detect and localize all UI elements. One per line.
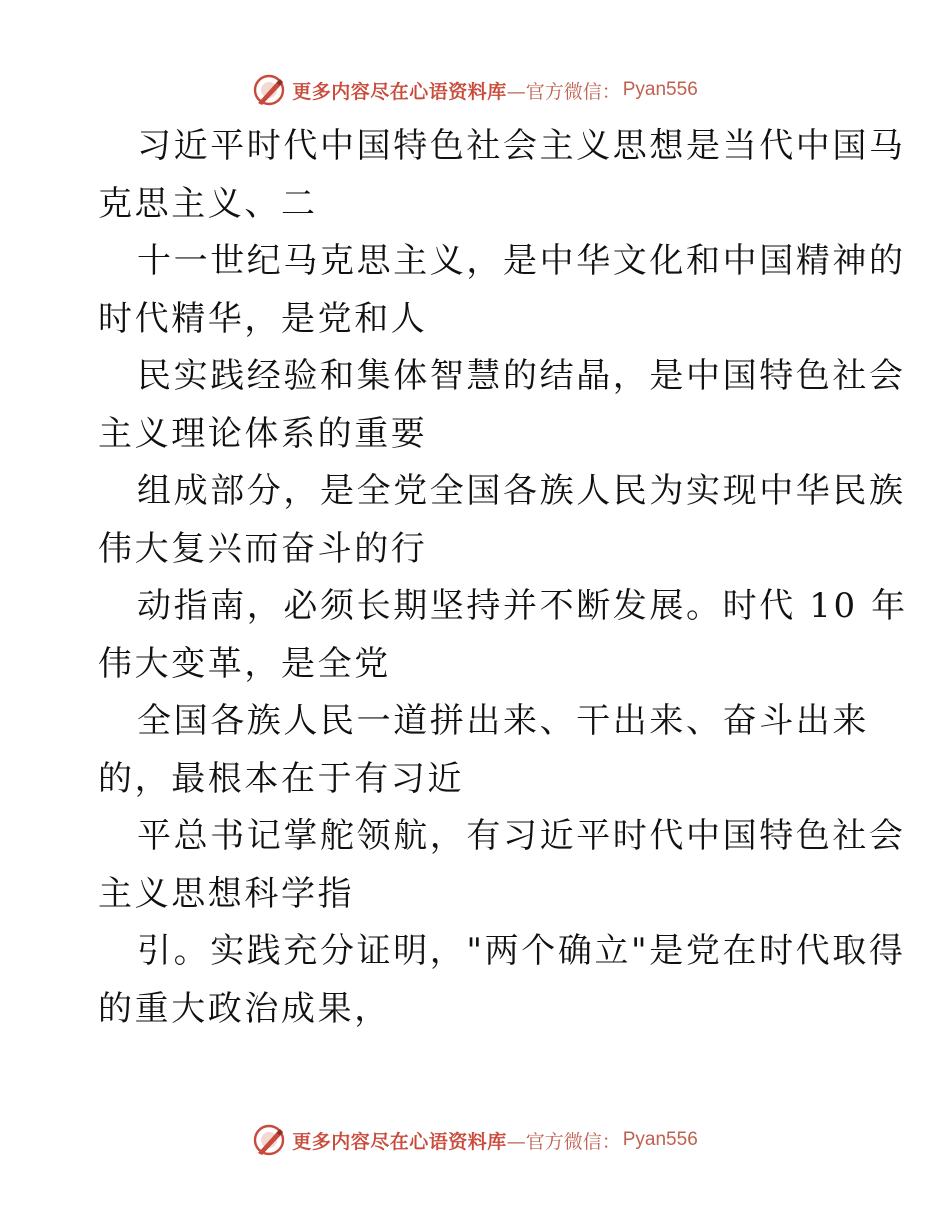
banner-sub-text: —官方微信：: [506, 1130, 621, 1153]
paragraph-line: 主义理论体系的重要: [98, 413, 428, 454]
paragraph-line: 克思主义、二: [98, 183, 318, 224]
paragraph-line: 十一世纪马克思主义，是中华文化和中国精神的: [137, 241, 906, 281]
paragraph-line: 主义思想科学指: [98, 873, 355, 914]
paragraph: [98, 808, 906, 923]
paragraph-line: 伟大变革，是全党: [98, 643, 391, 684]
paragraph-line: 伟大复兴而奋斗的行: [98, 528, 428, 569]
banner-sub-text: —官方微信：: [506, 80, 621, 103]
paragraph-line: 全国各族人民一道拼出来、干出来、奋斗出来: [137, 701, 869, 741]
paragraph-line: 习近平时代中国特色社会主义思想是当代中国马: [137, 126, 906, 166]
paragraph-line: 的，最根本在于有习近: [98, 758, 464, 799]
pen-logo-icon: [252, 73, 286, 107]
banner-wechat-id: Pyan556: [622, 1129, 698, 1150]
paragraph: [98, 693, 869, 808]
paragraph-line: 时代精华，是党和人: [98, 298, 428, 339]
paragraph-line: 平总书记掌舵领航，有习近平时代中国特色社会: [137, 816, 906, 856]
body-text: [98, 118, 908, 1038]
footer-watermark: [0, 1120, 950, 1160]
paragraph: [98, 233, 906, 348]
banner-main-text: 更多内容尽在心语资料库: [292, 1130, 507, 1153]
paragraph: [98, 463, 906, 578]
paragraph-line: 民实践经验和集体智慧的结晶，是中国特色社会: [137, 356, 906, 396]
pen-logo-icon: [252, 1123, 286, 1157]
paragraph: [98, 923, 906, 1038]
paragraph-line: 组成部分，是全党全国各族人民为实现中华民族: [137, 471, 906, 511]
paragraph: [98, 578, 908, 693]
banner-wechat-id: Pyan556: [622, 79, 698, 100]
paragraph-line: 的重大政治成果，: [98, 988, 391, 1029]
paragraph: [98, 348, 906, 463]
paragraph: [98, 118, 906, 233]
banner-main-text: 更多内容尽在心语资料库: [292, 80, 507, 103]
header-watermark: [0, 70, 950, 110]
paragraph-line: 引。实践充分证明，"两个确立"是党在时代取得: [137, 931, 906, 971]
paragraph-line: 动指南，必须长期坚持并不断发展。时代 10 年: [137, 586, 908, 626]
